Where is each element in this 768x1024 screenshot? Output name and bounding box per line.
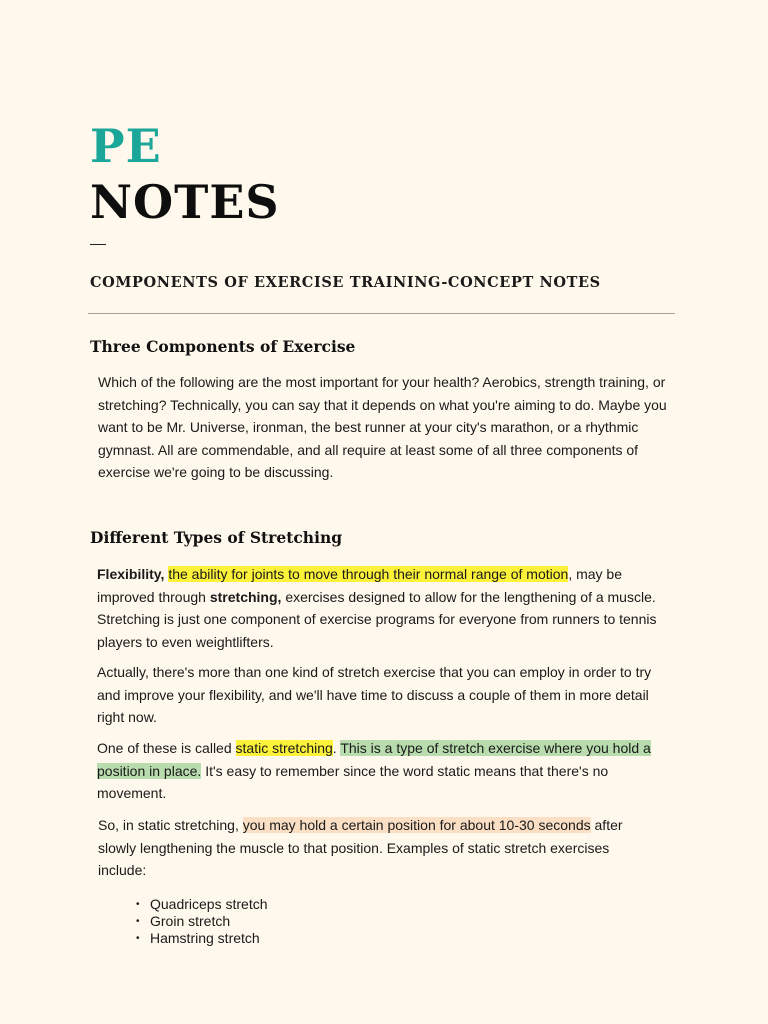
list-item [136, 930, 268, 947]
text-line: Actually, there's more than one kind of stretch exercise that you can employ in order to try [97, 664, 652, 680]
bullet-icon: • [136, 933, 140, 944]
stretch-kinds-paragraph [97, 661, 697, 729]
text-fragment: So, in static stretching, [98, 817, 239, 833]
text-fragment: One of these is called [97, 740, 232, 756]
horizontal-rule [88, 313, 675, 314]
highlight-static-stretching: static stretching [235, 740, 333, 756]
title-pe: PE [90, 119, 162, 173]
term-flexibility: Flexibility, [97, 566, 165, 582]
document-subtitle: COMPONENTS OF EXERCISE TRAINING-CONCEPT NOTES [90, 274, 601, 291]
text-line: and improve your flexibility, and we'll have time to discuss a couple of them in more detail [97, 686, 649, 703]
flexibility-paragraph [97, 563, 697, 653]
bullet-icon: • [136, 899, 140, 910]
static-duration-paragraph [98, 814, 698, 882]
text-line: include: [98, 862, 147, 878]
text-line: movement. [97, 785, 167, 801]
text-line: right now. [97, 709, 157, 725]
bullet-icon: • [136, 916, 140, 927]
section1-line: gymnast. All are commendable, and all require at least some of all three components of [98, 441, 639, 458]
list-item [136, 896, 268, 913]
highlight-hold-duration: you may hold a certain position for about 10-30 seconds [242, 817, 591, 833]
section-heading-three-components: Three Components of Exercise [90, 337, 356, 356]
list-item [136, 913, 268, 930]
section1-line: want to be Mr. Universe, ironman, the best runner at your city's marathon, or a rhythmic [98, 419, 639, 435]
title-dash-divider [90, 244, 106, 245]
section1-line: exercise we're going to be discussing. [98, 464, 334, 480]
text-fragment: It's easy to remember since the word static means that there's no [205, 762, 609, 779]
section1-line: stretching? Technically, you can say that it depends on what you're aiming to do. Maybe you [98, 396, 667, 413]
section-heading-stretching-types: Different Types of Stretching [90, 528, 343, 547]
static-stretching-paragraph [97, 737, 697, 805]
highlight-flexibility-definition: the ability for joints to move through their normal range of motion [168, 566, 569, 582]
text-fragment: improved through [97, 588, 206, 605]
list-item-label: Groin stretch [150, 913, 231, 929]
text-fragment: , may be [568, 566, 623, 582]
section1-paragraph [98, 371, 688, 484]
highlight-static-definition-continued: position in place. [97, 762, 202, 779]
highlight-static-definition: This is a type of stretch exercise where you hold a [340, 740, 651, 756]
text-fragment: exercises designed to allow for the lengthening of a muscle. [285, 588, 656, 605]
text-fragment: after [594, 817, 623, 833]
list-item-label: Hamstring stretch [150, 930, 260, 946]
term-stretching: stretching, [209, 588, 282, 605]
text-line: Stretching is just one component of exercise programs for everyone from runners to tennis [97, 611, 657, 627]
section1-line: Which of the following are the most important for your health? Aerobics, strength training, or [98, 374, 666, 390]
text-fragment: . [332, 740, 337, 756]
list-item-label: Quadriceps stretch [150, 896, 268, 912]
text-line: slowly lengthening the muscle to that position. Examples of static stretch exercises [98, 839, 610, 856]
text-line: players to even weightlifters. [97, 633, 274, 650]
static-stretch-examples-list [136, 896, 268, 947]
title-notes: NOTES [90, 175, 280, 229]
